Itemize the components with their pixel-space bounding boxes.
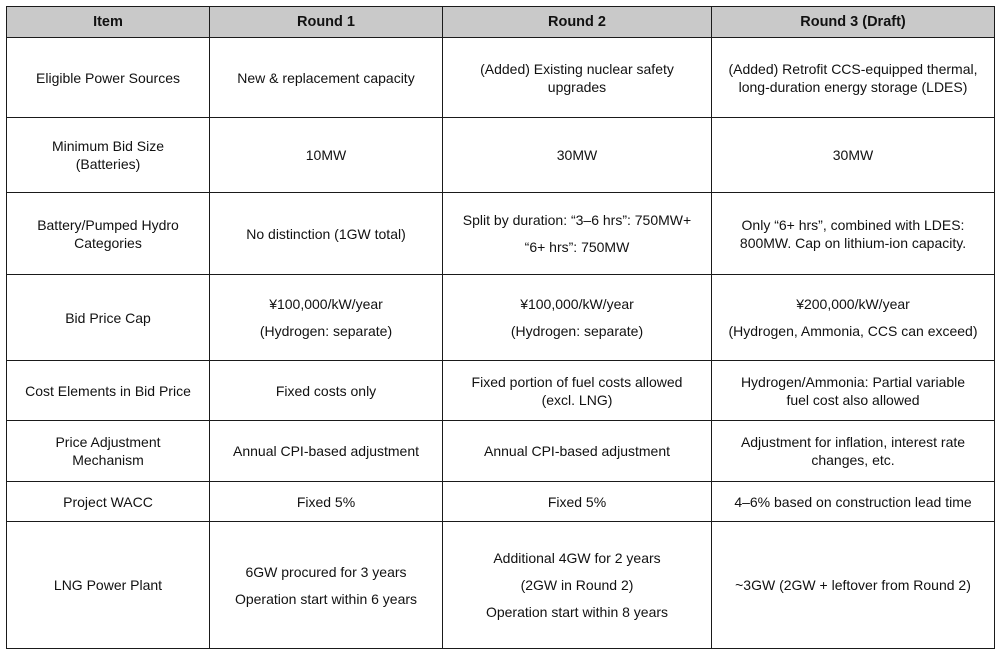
table-row bbox=[7, 522, 995, 649]
table-row bbox=[7, 118, 995, 193]
round-3-cell bbox=[712, 361, 995, 421]
cell-line: Mechanism bbox=[72, 452, 144, 468]
cell-line: 4–6% based on construction lead time bbox=[734, 493, 972, 510]
round-2-cell bbox=[443, 522, 712, 649]
round-3-cell bbox=[712, 522, 995, 649]
cell-line: Fixed 5% bbox=[547, 493, 607, 510]
cell-line: Fixed portion of fuel costs allowed bbox=[471, 373, 683, 390]
table-row bbox=[7, 275, 995, 361]
cell-line: (Hydrogen, Ammonia, CCS can exceed) bbox=[728, 323, 978, 339]
cell-line: Minimum Bid Size bbox=[51, 138, 165, 154]
cell-line: 30MW bbox=[556, 147, 598, 163]
cell-line: Operation start within 6 years bbox=[234, 590, 418, 607]
cell-line: Battery/Pumped Hydro bbox=[37, 216, 179, 233]
cell-line: Bid Price Cap bbox=[65, 309, 151, 326]
cell-line: Fixed 5% bbox=[296, 493, 356, 510]
row-label bbox=[7, 421, 210, 482]
round-1-cell bbox=[210, 118, 443, 193]
cell-line: Split by duration: “3–6 hrs”: 750MW+ bbox=[462, 212, 692, 228]
round-1-cell bbox=[210, 482, 443, 522]
round-3-cell bbox=[712, 118, 995, 193]
table-row bbox=[7, 361, 995, 421]
header-round-2: Round 2 bbox=[443, 7, 712, 38]
cell-line: Additional 4GW for 2 years bbox=[493, 550, 661, 566]
cell-line: long-duration energy storage (LDES) bbox=[738, 78, 968, 95]
round-3-cell bbox=[712, 482, 995, 522]
round-3-cell bbox=[712, 193, 995, 275]
header-row bbox=[7, 7, 995, 38]
cell-line: Annual CPI-based adjustment bbox=[233, 443, 419, 459]
round-2-cell bbox=[443, 482, 712, 522]
cell-line: fuel cost also allowed bbox=[786, 391, 920, 408]
cell-line: (Added) Retrofit CCS-equipped thermal, bbox=[728, 60, 978, 77]
cell-line: (Batteries) bbox=[75, 156, 141, 172]
cell-line: 30MW bbox=[832, 147, 874, 163]
cell-line: (Hydrogen: separate) bbox=[259, 323, 393, 339]
cell-line: LNG Power Plant bbox=[53, 577, 163, 593]
cell-line: Project WACC bbox=[63, 493, 153, 510]
cell-line: (2GW in Round 2) bbox=[520, 577, 634, 593]
cell-line: Adjustment for inflation, interest rate bbox=[740, 434, 966, 450]
header-round-3: Round 3 (Draft) bbox=[712, 7, 995, 38]
cell-line: Cost Elements in Bid Price bbox=[25, 382, 191, 399]
row-label bbox=[7, 275, 210, 361]
round-2-cell bbox=[443, 361, 712, 421]
table-row bbox=[7, 193, 995, 275]
row-label bbox=[7, 38, 210, 118]
cell-line: ¥100,000/kW/year bbox=[269, 296, 383, 312]
cell-line: Fixed costs only bbox=[275, 382, 377, 399]
cell-line: 10MW bbox=[305, 147, 347, 163]
round-2-cell bbox=[443, 193, 712, 275]
cell-line: ¥100,000/kW/year bbox=[520, 296, 634, 312]
table-row bbox=[7, 421, 995, 482]
cell-line: (Added) Existing nuclear safety bbox=[480, 60, 674, 77]
cell-line: Annual CPI-based adjustment bbox=[484, 443, 670, 459]
round-3-cell bbox=[712, 421, 995, 482]
round-1-cell bbox=[210, 421, 443, 482]
cell-line: Operation start within 8 years bbox=[485, 604, 669, 620]
comparison-table bbox=[6, 6, 995, 649]
header-item: Item bbox=[7, 7, 210, 38]
cell-line: Hydrogen/Ammonia: Partial variable bbox=[740, 373, 966, 390]
table-row bbox=[7, 38, 995, 118]
row-label bbox=[7, 482, 210, 522]
cell-line: No distinction (1GW total) bbox=[246, 225, 406, 242]
cell-line: New & replacement capacity bbox=[237, 69, 415, 86]
round-2-cell bbox=[443, 275, 712, 361]
cell-line: Price Adjustment bbox=[55, 434, 161, 450]
cell-line: Only “6+ hrs”, combined with LDES: bbox=[741, 216, 965, 233]
round-1-cell bbox=[210, 275, 443, 361]
round-2-cell bbox=[443, 421, 712, 482]
cell-line: changes, etc. bbox=[811, 452, 895, 468]
round-2-cell bbox=[443, 38, 712, 118]
cell-line: Eligible Power Sources bbox=[36, 69, 180, 86]
round-3-cell bbox=[712, 38, 995, 118]
row-label bbox=[7, 361, 210, 421]
cell-line: (excl. LNG) bbox=[541, 391, 613, 408]
cell-line: Categories bbox=[74, 234, 142, 251]
cell-line: 800MW. Cap on lithium-ion capacity. bbox=[739, 234, 967, 251]
cell-line: ~3GW (2GW + leftover from Round 2) bbox=[735, 577, 971, 593]
cell-line: 6GW procured for 3 years bbox=[245, 563, 407, 580]
cell-line: (Hydrogen: separate) bbox=[510, 323, 644, 339]
round-1-cell bbox=[210, 361, 443, 421]
round-3-cell bbox=[712, 275, 995, 361]
round-1-cell bbox=[210, 38, 443, 118]
round-2-cell bbox=[443, 118, 712, 193]
round-1-cell bbox=[210, 193, 443, 275]
cell-line: upgrades bbox=[547, 78, 607, 95]
table-row bbox=[7, 482, 995, 522]
row-label bbox=[7, 193, 210, 275]
row-label bbox=[7, 522, 210, 649]
row-label bbox=[7, 118, 210, 193]
cell-line: ¥200,000/kW/year bbox=[796, 296, 910, 312]
cell-line: “6+ hrs”: 750MW bbox=[524, 239, 630, 255]
round-1-cell bbox=[210, 522, 443, 649]
header-round-1: Round 1 bbox=[210, 7, 443, 38]
